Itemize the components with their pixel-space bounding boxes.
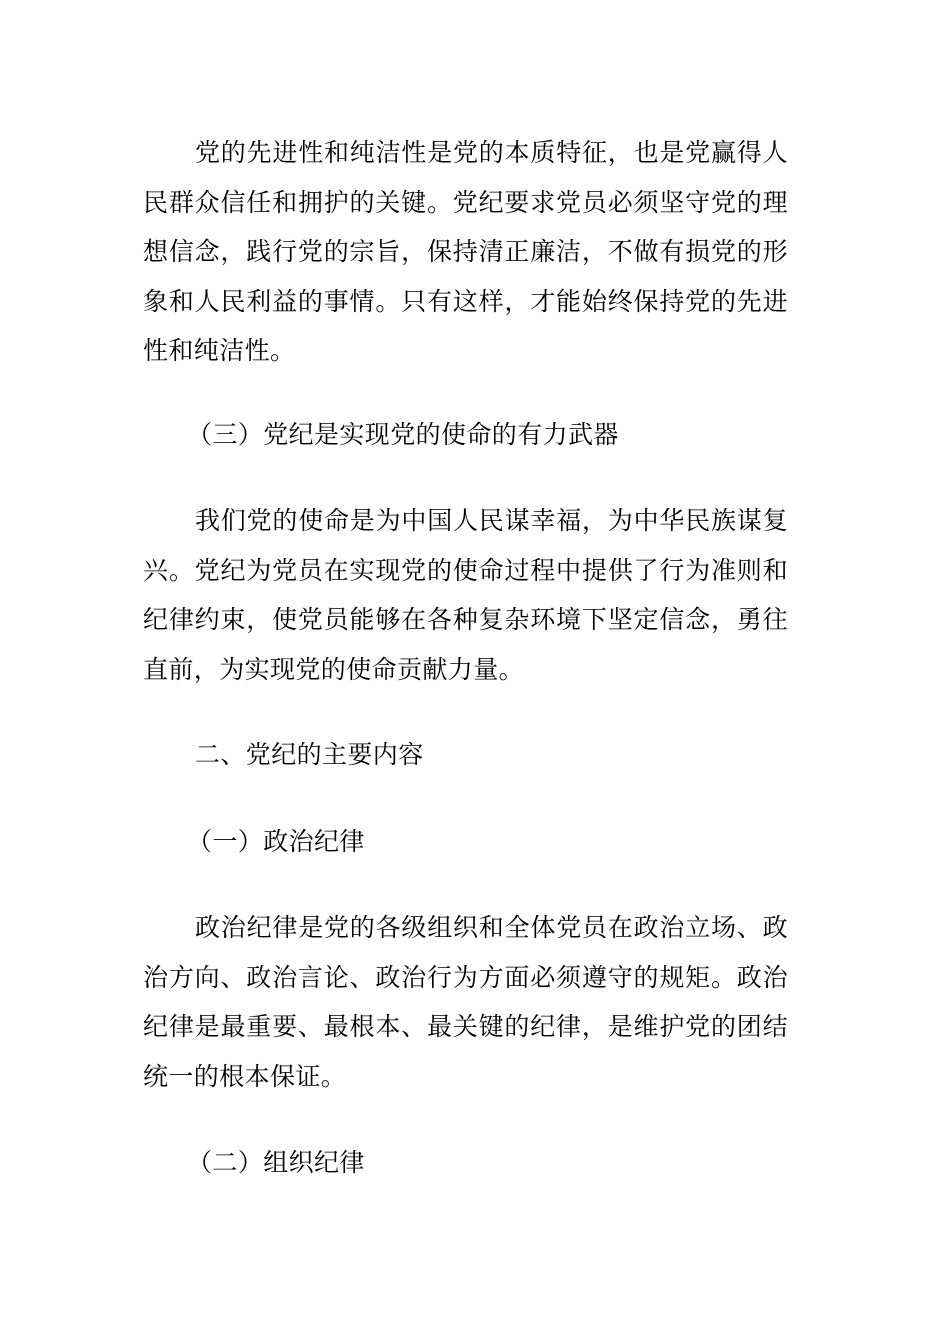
paragraph-political-discipline: 政治纪律是党的各级组织和全体党员在政治立场、政治方向、政治言论、政治行为方面必须遵守的规矩。政治纪律是最重要、最根本、最关键的纪律，是维护党的团结统一的根本保证。	[143, 913, 788, 1091]
paragraph-party-purity: 党的先进性和纯洁性是党的本质特征，也是党赢得人民群众信任和拥护的关键。党纪要求党员必须坚守党的理想信念，践行党的宗旨，保持清正廉洁，不做有损党的形象和人民利益的事情。只有这样，才能始终保持党的先进性和纯洁性。	[143, 138, 788, 365]
heading-political-discipline: （一）政治纪律	[187, 827, 365, 856]
heading-organizational-discipline: （二）组织纪律	[187, 1148, 365, 1177]
heading-main-content: 二、党纪的主要内容	[195, 740, 424, 769]
paragraph-party-mission: 我们党的使命是为中国人民谋幸福，为中华民族谋复兴。党纪为党员在实现党的使命过程中提供了行为准则和纪律约束，使党员能够在各种复杂环境下坚定信念，勇往直前，为实现党的使命贡献力量。	[143, 506, 788, 684]
heading-party-mission-weapon: （三）党纪是实现党的使命的有力武器	[187, 420, 619, 449]
